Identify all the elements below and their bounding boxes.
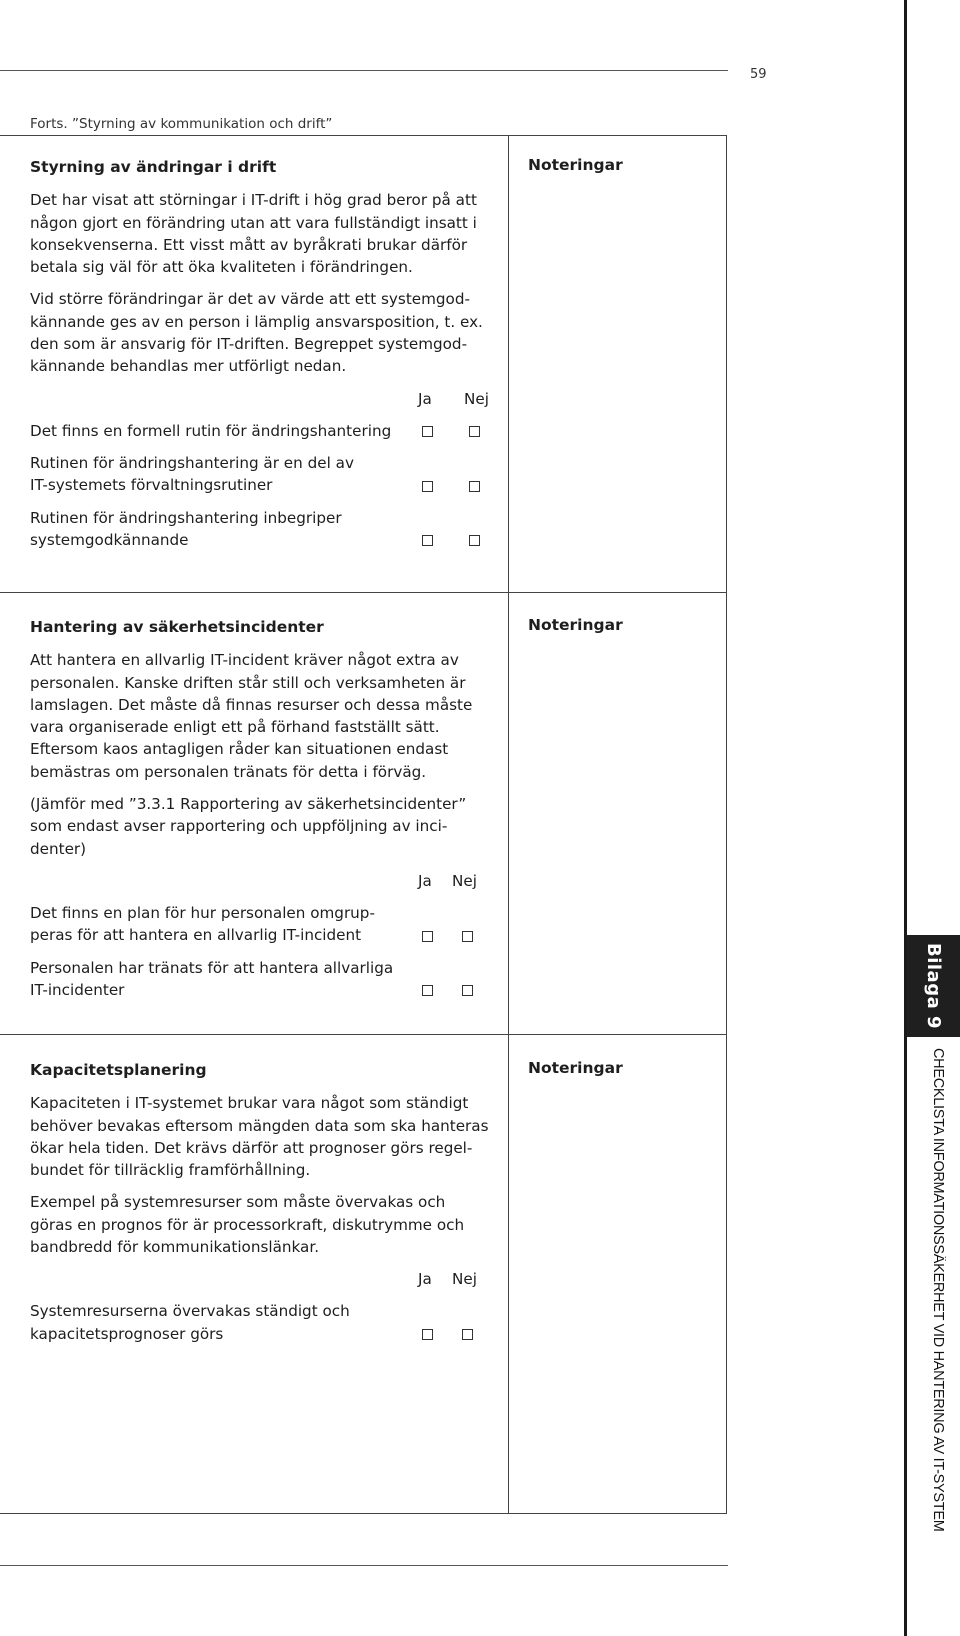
sidebar-rule xyxy=(904,0,907,1636)
answer-header xyxy=(30,388,498,410)
section-incident-handling xyxy=(30,616,498,1011)
section-capacity-planning xyxy=(30,1059,498,1355)
checklist-question xyxy=(30,1300,498,1345)
yes-checkbox[interactable] xyxy=(422,931,433,942)
column-divider xyxy=(508,136,509,1513)
yes-checkbox[interactable] xyxy=(422,985,433,996)
no-label: Nej xyxy=(452,871,477,890)
checklist-question xyxy=(30,957,498,1002)
no-checkbox[interactable] xyxy=(462,1329,473,1340)
section-change-management xyxy=(30,156,498,561)
no-label: Nej xyxy=(452,1270,477,1289)
side-title: CHECKLISTA INFORMATIONSSÄKERHET VID HANTERING AV IT-SYSTEM xyxy=(930,1048,946,1532)
yes-label: Ja xyxy=(418,389,432,408)
section-heading: Hantering av säkerhetsincidenter xyxy=(30,618,324,636)
question-text: Systemresurserna övervakas ständigt och kapacitetsprognoser görs xyxy=(30,1302,350,1343)
question-text: Det finns en formell rutin för ändringshantering xyxy=(30,421,392,440)
section-divider xyxy=(0,1034,726,1035)
notes-label: Noteringar xyxy=(528,616,623,634)
bottom-rule xyxy=(0,1565,728,1566)
yes-checkbox[interactable] xyxy=(422,1329,433,1340)
appendix-tab-label: Bilaga 9 xyxy=(923,942,944,1030)
paragraph: Att hantera en allvarlig IT-incident kräver något extra av personalen. Kanske driften står still och verksamheten är lamslagen. Det måste då finnas resurser och dessa måste vara organiserade enligt ett på förhand fastställt sätt. Eftersom kaos antagligen råder kan situationen endast bemästras om personalen tränats för detta i förväg. xyxy=(30,651,473,781)
yes-label: Ja xyxy=(418,1270,432,1289)
paragraph: Det har visat att störningar i IT-drift i hög grad beror på att någon gjort en förändring utan att vara fullständigt insatt i konsekvenserna. Ett visst mått av byråkrati brukar därför betala sig väl för att öka kvaliteten i förändringen. xyxy=(30,191,477,277)
no-checkbox[interactable] xyxy=(469,481,480,492)
page-number: 59 xyxy=(750,67,767,82)
question-text: Personalen har tränats för att hantera allvarliga IT-incidenter xyxy=(30,958,394,999)
answer-header xyxy=(30,870,498,892)
notes-label: Noteringar xyxy=(528,156,623,174)
paragraph: (Jämför med ”3.3.1 Rapportering av säkerhetsincidenter” som endast avser rapportering och uppföljning av inci-denter) xyxy=(30,795,467,858)
no-checkbox[interactable] xyxy=(469,426,480,437)
checklist-question xyxy=(30,902,498,947)
section-heading: Kapacitetsplanering xyxy=(30,1061,207,1079)
yes-checkbox[interactable] xyxy=(422,535,433,546)
checklist-question xyxy=(30,420,498,442)
no-checkbox[interactable] xyxy=(462,985,473,996)
top-rule xyxy=(0,70,728,71)
notes-label: Noteringar xyxy=(528,1059,623,1077)
appendix-tab xyxy=(907,935,960,1037)
yes-label: Ja xyxy=(418,871,432,890)
question-text: Det finns en plan för hur personalen omgrup-peras för att hantera en allvarlig IT-incident xyxy=(30,903,375,945)
answer-header xyxy=(30,1268,498,1290)
no-checkbox[interactable] xyxy=(462,931,473,942)
no-checkbox[interactable] xyxy=(469,535,480,546)
paragraph: Kapaciteten i IT-systemet brukar vara något som ständigt behöver bevakas eftersom mängden data som ska hanteras ökar hela tiden. Det krävs därför att prognoser görs regel-bundet för tillräcklig framförhållning. xyxy=(30,1094,489,1180)
no-label: Nej xyxy=(464,389,489,408)
section-divider xyxy=(0,592,726,593)
continuation-label: Forts. ”Styrning av kommunikation och drift” xyxy=(30,116,333,132)
checklist-question xyxy=(30,507,498,552)
yes-checkbox[interactable] xyxy=(422,481,433,492)
question-text: Rutinen för ändringshantering inbegriper systemgodkännande xyxy=(30,508,342,549)
paragraph: Vid större förändringar är det av värde att ett systemgod-kännande ges av en person i lämplig ansvarsposition, t. ex. den som är ansvarig för IT-driften. Begreppet systemgod-kännande behandlas mer utförligt nedan. xyxy=(30,290,483,376)
section-heading: Styrning av ändringar i drift xyxy=(30,158,277,176)
question-text: Rutinen för ändringshantering är en del av IT-systemets förvaltningsrutiner xyxy=(30,453,354,495)
paragraph: Exempel på systemresurser som måste övervakas och göras en prognos för är processorkraft, diskutrymme och bandbredd för kommunikationslänkar. xyxy=(30,1193,465,1257)
checklist-question xyxy=(30,452,498,497)
checklist-frame xyxy=(0,135,727,1514)
yes-checkbox[interactable] xyxy=(422,426,433,437)
